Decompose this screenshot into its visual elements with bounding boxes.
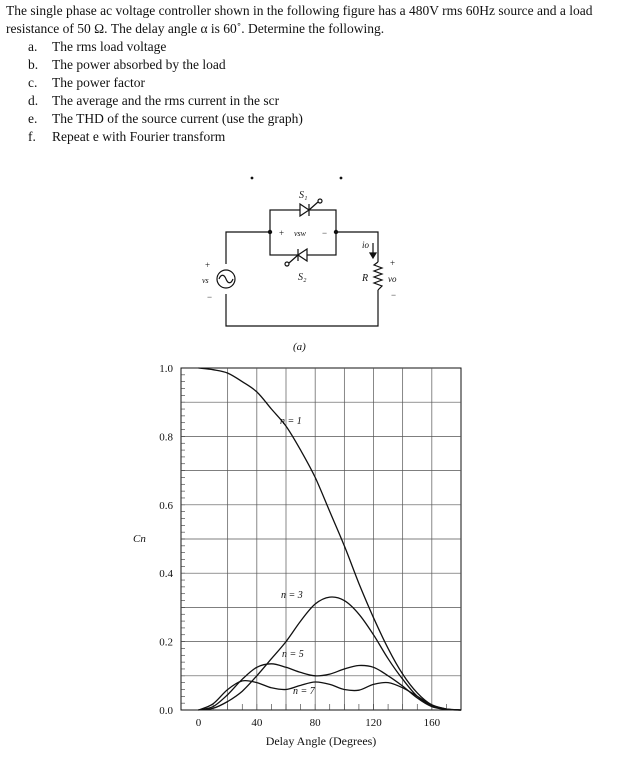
- label-plus: +: [390, 258, 396, 268]
- y-tick-label: 0.0: [159, 705, 173, 717]
- label-s1: S₁: [299, 190, 308, 201]
- question-label: c.: [28, 75, 38, 90]
- y-axis-label: Cn: [133, 533, 146, 545]
- question-text: The THD of the source current (use the graph): [52, 111, 303, 126]
- series-line-n-3: [199, 597, 462, 710]
- question-text: The power absorbed by the load: [52, 57, 226, 72]
- x-axis-label: Delay Angle (Degrees): [265, 734, 377, 748]
- chart-ticks: [181, 375, 446, 710]
- label-r: R: [362, 273, 369, 284]
- x-tick-label: 40: [251, 717, 263, 729]
- question-text: The power factor: [52, 75, 145, 90]
- label-plus: +: [205, 260, 211, 270]
- series-line-n-5: [199, 664, 462, 710]
- circuit-wire: [226, 290, 378, 326]
- curve-annotation: n = 3: [281, 590, 303, 601]
- question-text: The rms load voltage: [52, 39, 167, 54]
- label-minus: −: [322, 228, 328, 238]
- curve-annotation: n = 1: [280, 416, 302, 427]
- label-minus: −: [391, 290, 397, 300]
- curve-annotation: n = 7: [293, 686, 315, 697]
- x-tick-label: 0: [195, 717, 202, 729]
- question-label: f.: [28, 129, 36, 144]
- y-tick-label: 1.0: [159, 363, 173, 375]
- chart-grid: [181, 368, 461, 710]
- label-vo: vo: [388, 274, 397, 284]
- y-tick-label: 0.8: [159, 431, 173, 444]
- resistor-icon: [374, 262, 382, 290]
- harmonic-chart: [133, 363, 461, 748]
- question-label: d.: [28, 93, 39, 108]
- current-arrow-icon: [370, 243, 376, 258]
- x-tick-label: 80: [309, 717, 321, 729]
- ac-source-icon: [217, 270, 235, 288]
- problem-intro: The single phase ac voltage controller shown in the following figure has a 480V rms 60Hz source and a load resistance of 50 Ω. The delay angle α is 60˚. Determine the following.: [6, 3, 593, 36]
- thyristor-s2-icon: [285, 249, 307, 266]
- terminal-dot: [268, 230, 271, 233]
- y-tick-label: 0.2: [159, 636, 173, 649]
- question-text: The average and the rms current in the scr: [52, 93, 280, 108]
- circuit-wire: [226, 232, 270, 264]
- y-tick-label: 0.6: [159, 499, 173, 512]
- terminal-dot: [251, 177, 253, 179]
- x-tick-label: 160: [423, 717, 441, 729]
- label-vsw: vsw: [294, 229, 306, 238]
- question-label: a.: [28, 39, 38, 54]
- label-minus: −: [207, 292, 213, 302]
- label-plus: +: [279, 228, 285, 238]
- question-text: Repeat e with Fourier transform: [52, 129, 226, 144]
- label-vs: vs: [202, 276, 209, 285]
- question-label: b.: [28, 57, 39, 72]
- terminal-dot: [340, 177, 342, 179]
- label-s2: S₂: [298, 272, 307, 283]
- x-tick-label: 120: [365, 717, 382, 729]
- figure-caption: (a): [293, 341, 306, 353]
- terminal-dot: [334, 230, 337, 233]
- y-tick-label: 0.4: [159, 568, 173, 581]
- thyristor-s1-icon: [300, 199, 322, 216]
- label-io: io: [362, 240, 370, 250]
- circuit-wire: [336, 232, 378, 262]
- curve-annotation: n = 5: [282, 649, 304, 660]
- question-label: e.: [28, 111, 38, 126]
